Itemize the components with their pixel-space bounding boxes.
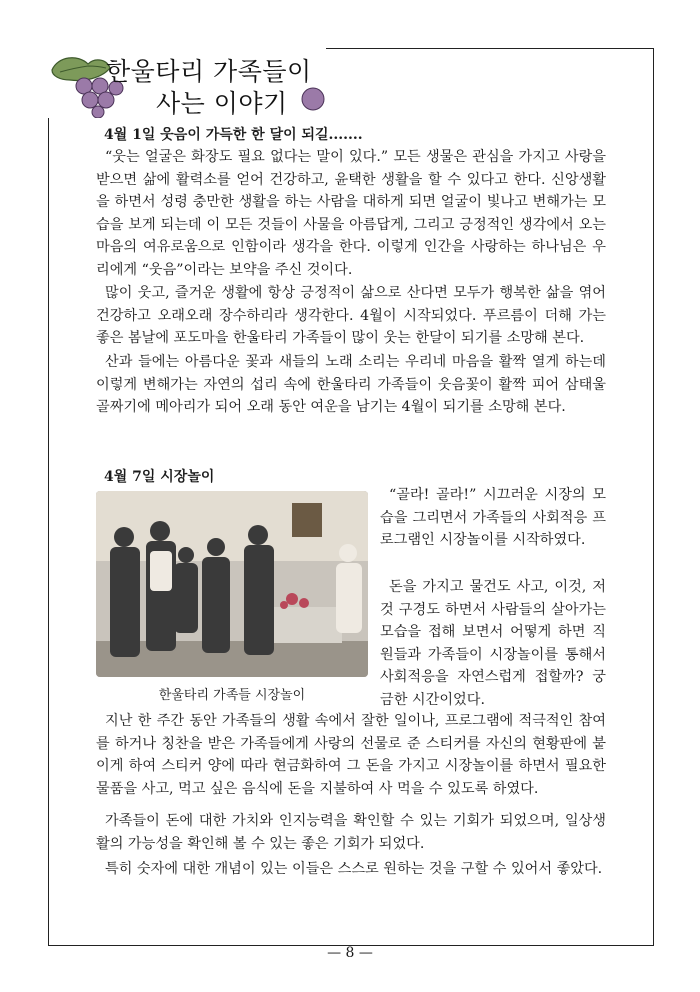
page-title-line1: 한울타리 가족들이 bbox=[106, 57, 312, 86]
section-heading-april-7: 4월 7일 시장놀이 bbox=[104, 469, 215, 485]
side-paragraph: 돈을 가지고 물건도 사고, 이것, 저것 구경도 하면서 사람들의 살아가는 모습을 접해 보면서 어떻게 하면 직원들과 가족들이 시장놀이를 통해서 사회적응을 자연스럽게 접할까? 궁금한 시간이었다. bbox=[380, 579, 606, 708]
photo-illustration bbox=[96, 491, 368, 677]
page-title-line2: 사는 이야기 bbox=[156, 89, 288, 118]
market-play-photo bbox=[96, 491, 368, 677]
paragraph: “웃는 얼굴은 화장도 필요 없다는 말이 있다.” 모든 생물은 관심을 가지고 사랑을 받으면 삶에 활력소를 얻어 건강하고, 윤택한 생활을 할 수 있다고 한다. 신앙생활을 하면서 성령 충만한 생활을 하는 사람을 대하게 되면 얼굴이 빛나고 변해가는 모습을 보게 되는데 이 모든 것들이 사물을 아름답게, 그리고 긍정적인 생각에서 오는 마음의 여유로움으로 인함이라 생각을 한다. 이렇게 인간을 사랑하는 하나님은 우리에게 “웃음”이라는 보약을 주신 것이다. bbox=[96, 149, 606, 278]
side-paragraph: “골라! 골라!” 시끄러운 시장의 모습을 그리면서 가족들의 사회적응 프로그램인 시장놀이를 시작하였다. bbox=[380, 487, 606, 548]
paragraph: 산과 들에는 아름다운 꽃과 새들의 노래 소리는 우리네 마음을 활짝 열게 하는데 이렇게 변해가는 자연의 섭리 속에 한울타리 가족들이 웃음꽃이 활짝 피어 삼태울골짜기에 메아리가 되어 오래 동안 여운을 남기는 4월이 되기를 소망해 본다. bbox=[96, 354, 606, 415]
grape-icon bbox=[300, 86, 326, 112]
paragraph: 지난 한 주간 동안 가족들의 생활 속에서 잘한 일이나, 프로그램에 적극적인 참여를 하거나 칭찬을 받은 가족들에게 사랑의 선물로 준 스티커를 자신의 현황판에 붙이게 하여 스티커 양에 따라 현금화하여 그 돈을 가지고 시장놀이를 하면서 필요한 물품을 사고, 먹고 싶은 음식에 돈을 지불하여 사 먹을 수 있도록 하였다. bbox=[96, 713, 606, 797]
section-heading-april-1: 4월 1일 웃음이 가득한 한 달이 되길....... bbox=[104, 127, 363, 143]
paragraph: 가족들이 돈에 대한 가치와 인지능력을 확인할 수 있는 기회가 되었으며, 일상생활의 가능성을 확인해 볼 수 있는 좋은 기회가 되었다. bbox=[96, 813, 606, 852]
photo-caption: 한울타리 가족들 시장놀이 bbox=[158, 688, 306, 703]
paragraph: 특히 숫자에 대한 개념이 있는 이들은 스스로 원하는 것을 구할 수 있어서 좋았다. bbox=[105, 861, 603, 877]
page-number: — 8 — bbox=[327, 945, 373, 961]
paragraph: 많이 웃고, 즐거운 생활에 항상 긍정적이 삶으로 산다면 모두가 행복한 삶을 엮어 건강하고 오래오래 장수하리라 생각한다. 4월이 시작되었다. 푸르름이 더해 가는 좋은 봄날에 포도마을 한울타리 가족들이 많이 웃는 한달이 되기를 소망해 본다. bbox=[96, 285, 606, 346]
